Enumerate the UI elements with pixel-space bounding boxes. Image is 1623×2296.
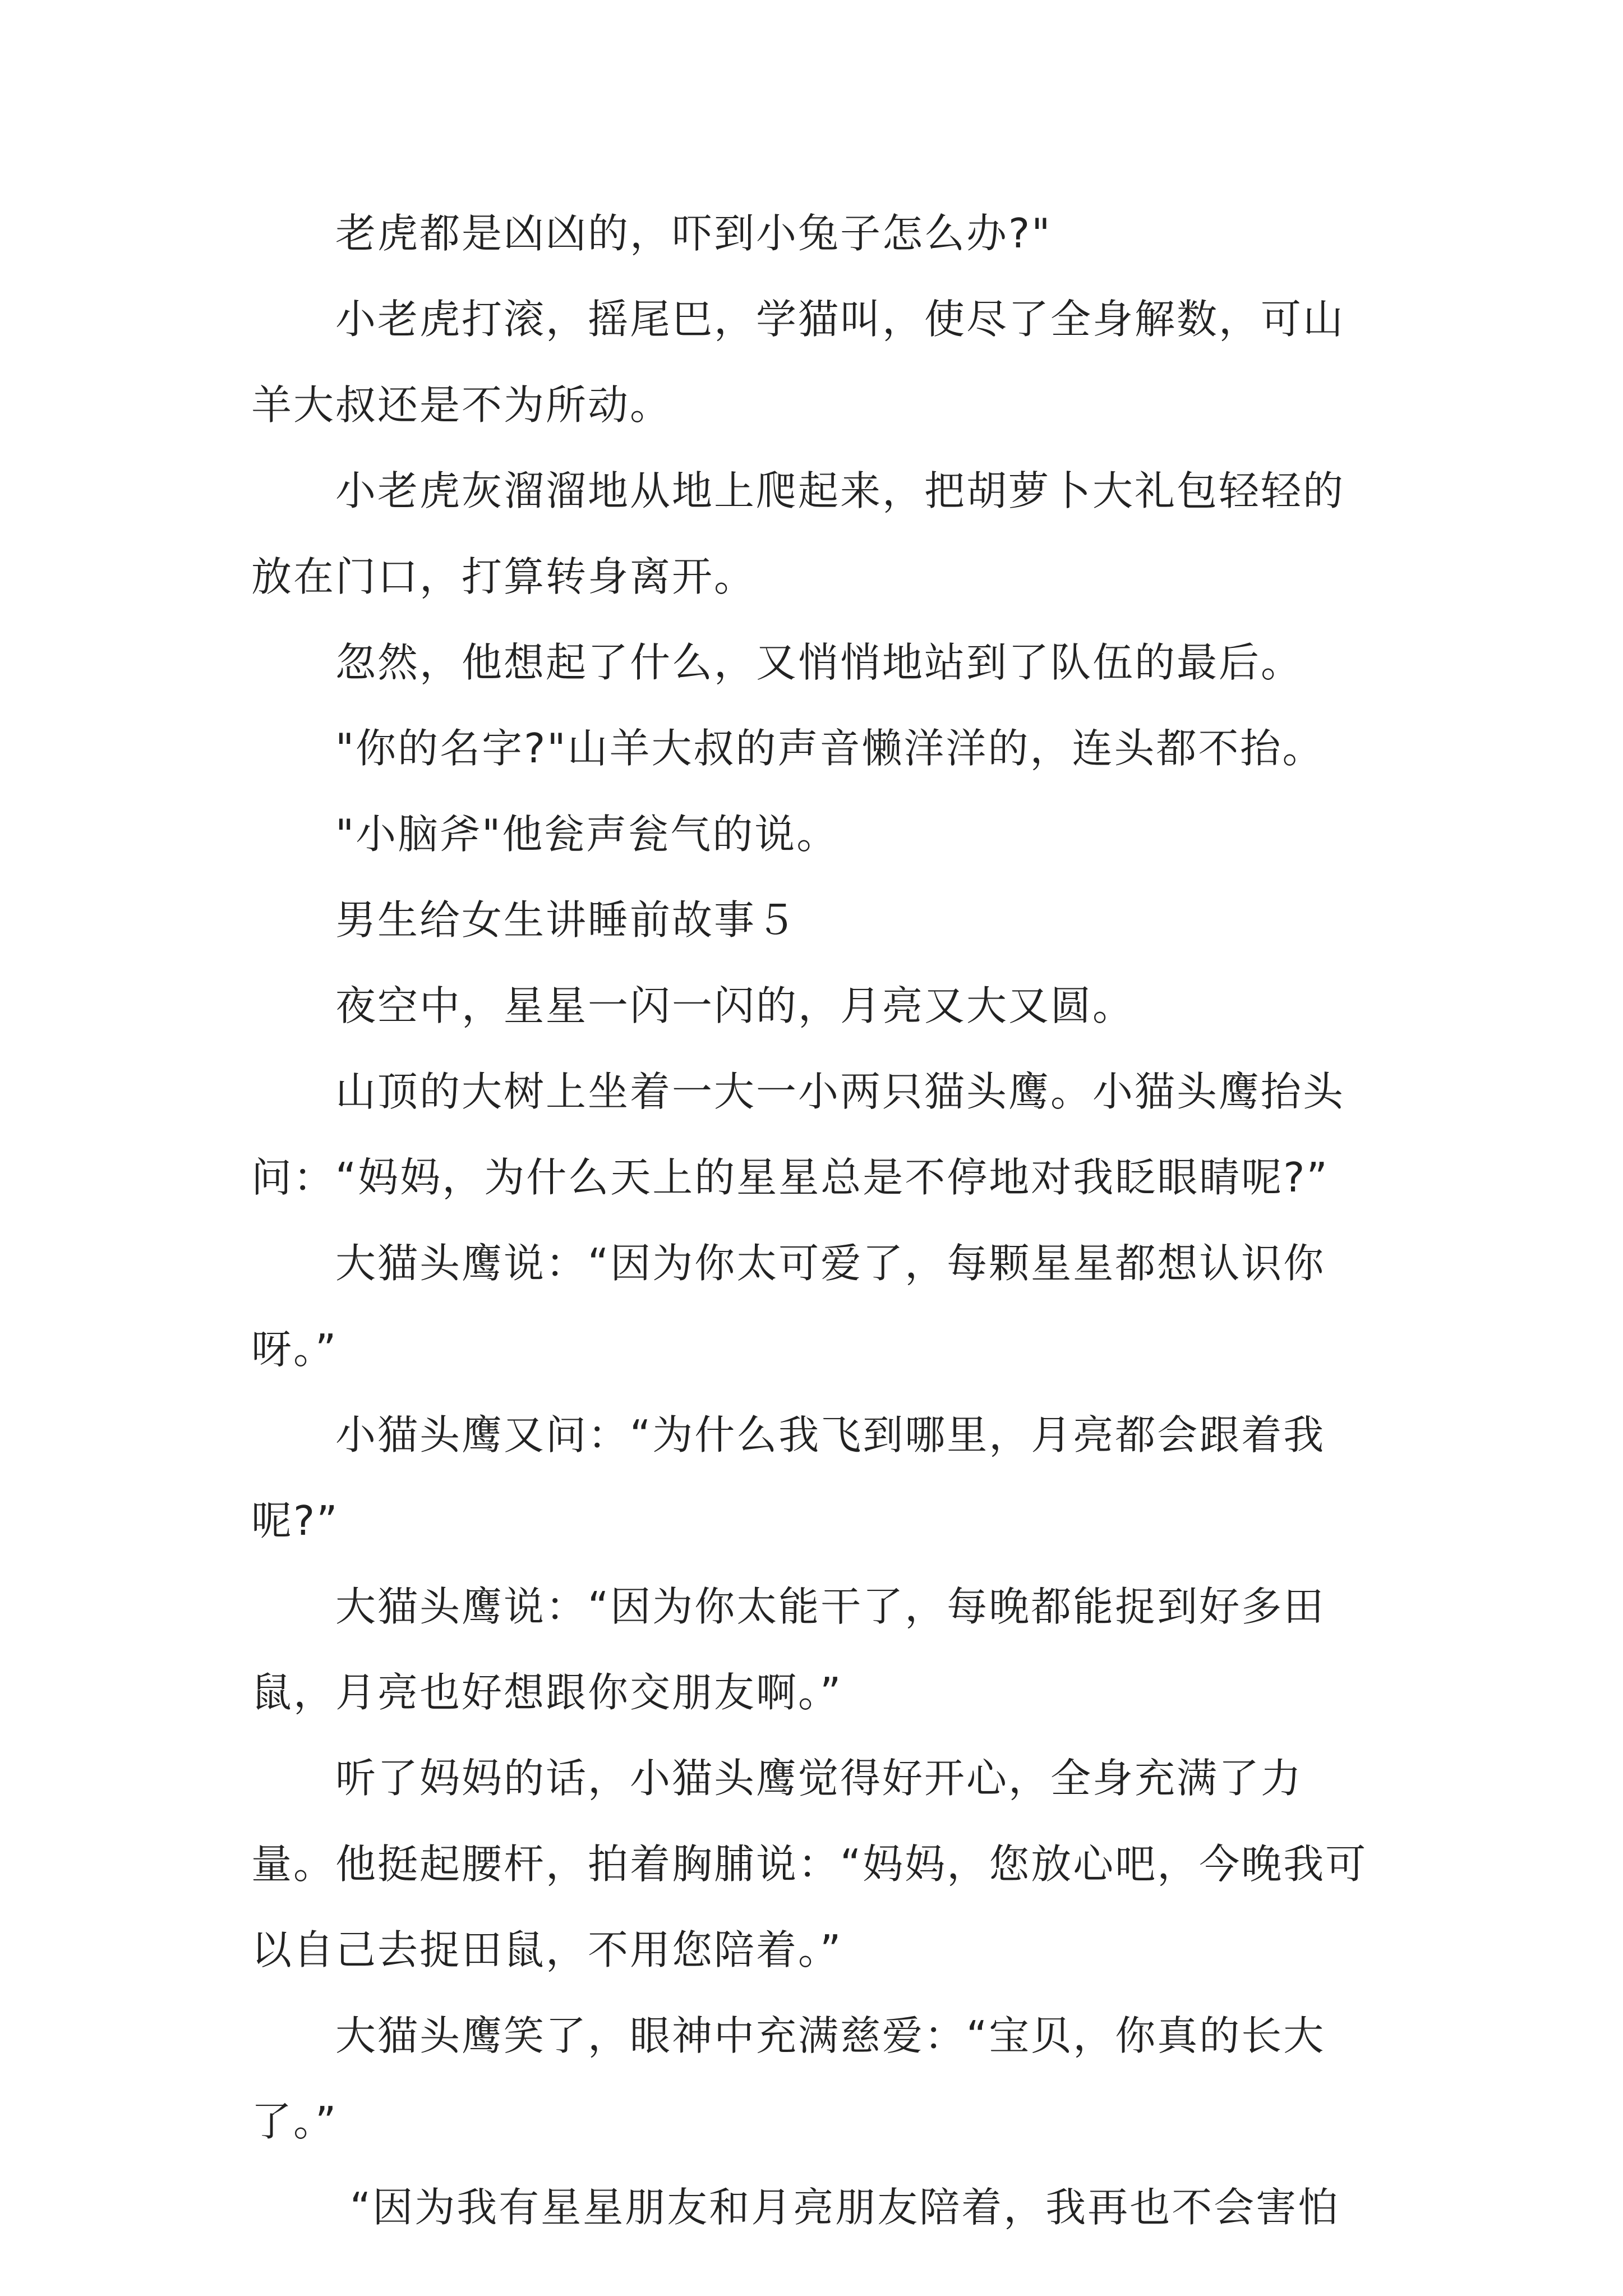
- paragraph: 大猫头鹰笑了，眼神中充满慈爱：“宝贝，你真的长大了。”: [251, 2012, 1326, 2145]
- paragraph: 听了妈妈的话，小猫头鹰觉得好开心，全身充满了力量。他挺起腰杆，拍着胸脯说：“妈妈，您放心吧，今晚我可以自己去捉田鼠，不用您陪着。”: [251, 1755, 1368, 1973]
- paragraph: 小老虎灰溜溜地从地上爬起来，把胡萝卜大礼包轻轻的放在门口，打算转身离开。: [251, 467, 1345, 600]
- paragraph: “因为我有星星朋友和月亮朋友陪着，我再也不会害怕: [335, 2184, 1340, 2231]
- paragraph: 夜空中，星星一闪一闪的，月亮又大又圆。: [335, 982, 1135, 1029]
- paragraph: 老虎都是凶凶的，吓到小兔子怎么办?": [335, 210, 1052, 257]
- paragraph: "你的名字?"山羊大叔的声音懒洋洋的，连头都不抬。: [335, 725, 1325, 772]
- section-heading: 男生给女生讲睡前故事５: [335, 896, 799, 944]
- paragraph: 大猫头鹰说：“因为你太可爱了，每颗星星都想认识你呀。”: [251, 1240, 1326, 1373]
- paragraph: 小老虎打滚，摇尾巴，学猫叫，使尽了全身解数，可山羊大叔还是不为所动。: [251, 296, 1345, 429]
- paragraph: 山顶的大树上坐着一大一小两只猫头鹰。小猫头鹰抬头问：“妈妈，为什么天上的星星总是不停地对我眨眼睛呢?”: [251, 1068, 1345, 1201]
- paragraph: "小脑斧"他瓮声瓮气的说。: [335, 811, 839, 858]
- paragraph: 小猫头鹰又问：“为什么我飞到哪里，月亮都会跟着我呢?”: [251, 1411, 1326, 1544]
- paragraph: 忽然，他想起了什么，又悄悄地站到了队伍的最后。: [335, 639, 1303, 686]
- paragraph: 大猫头鹰说：“因为你太能干了，每晚都能捉到好多田鼠，月亮也好想跟你交朋友啊。”: [251, 1583, 1326, 1716]
- document-body: [251, 191, 1378, 2251]
